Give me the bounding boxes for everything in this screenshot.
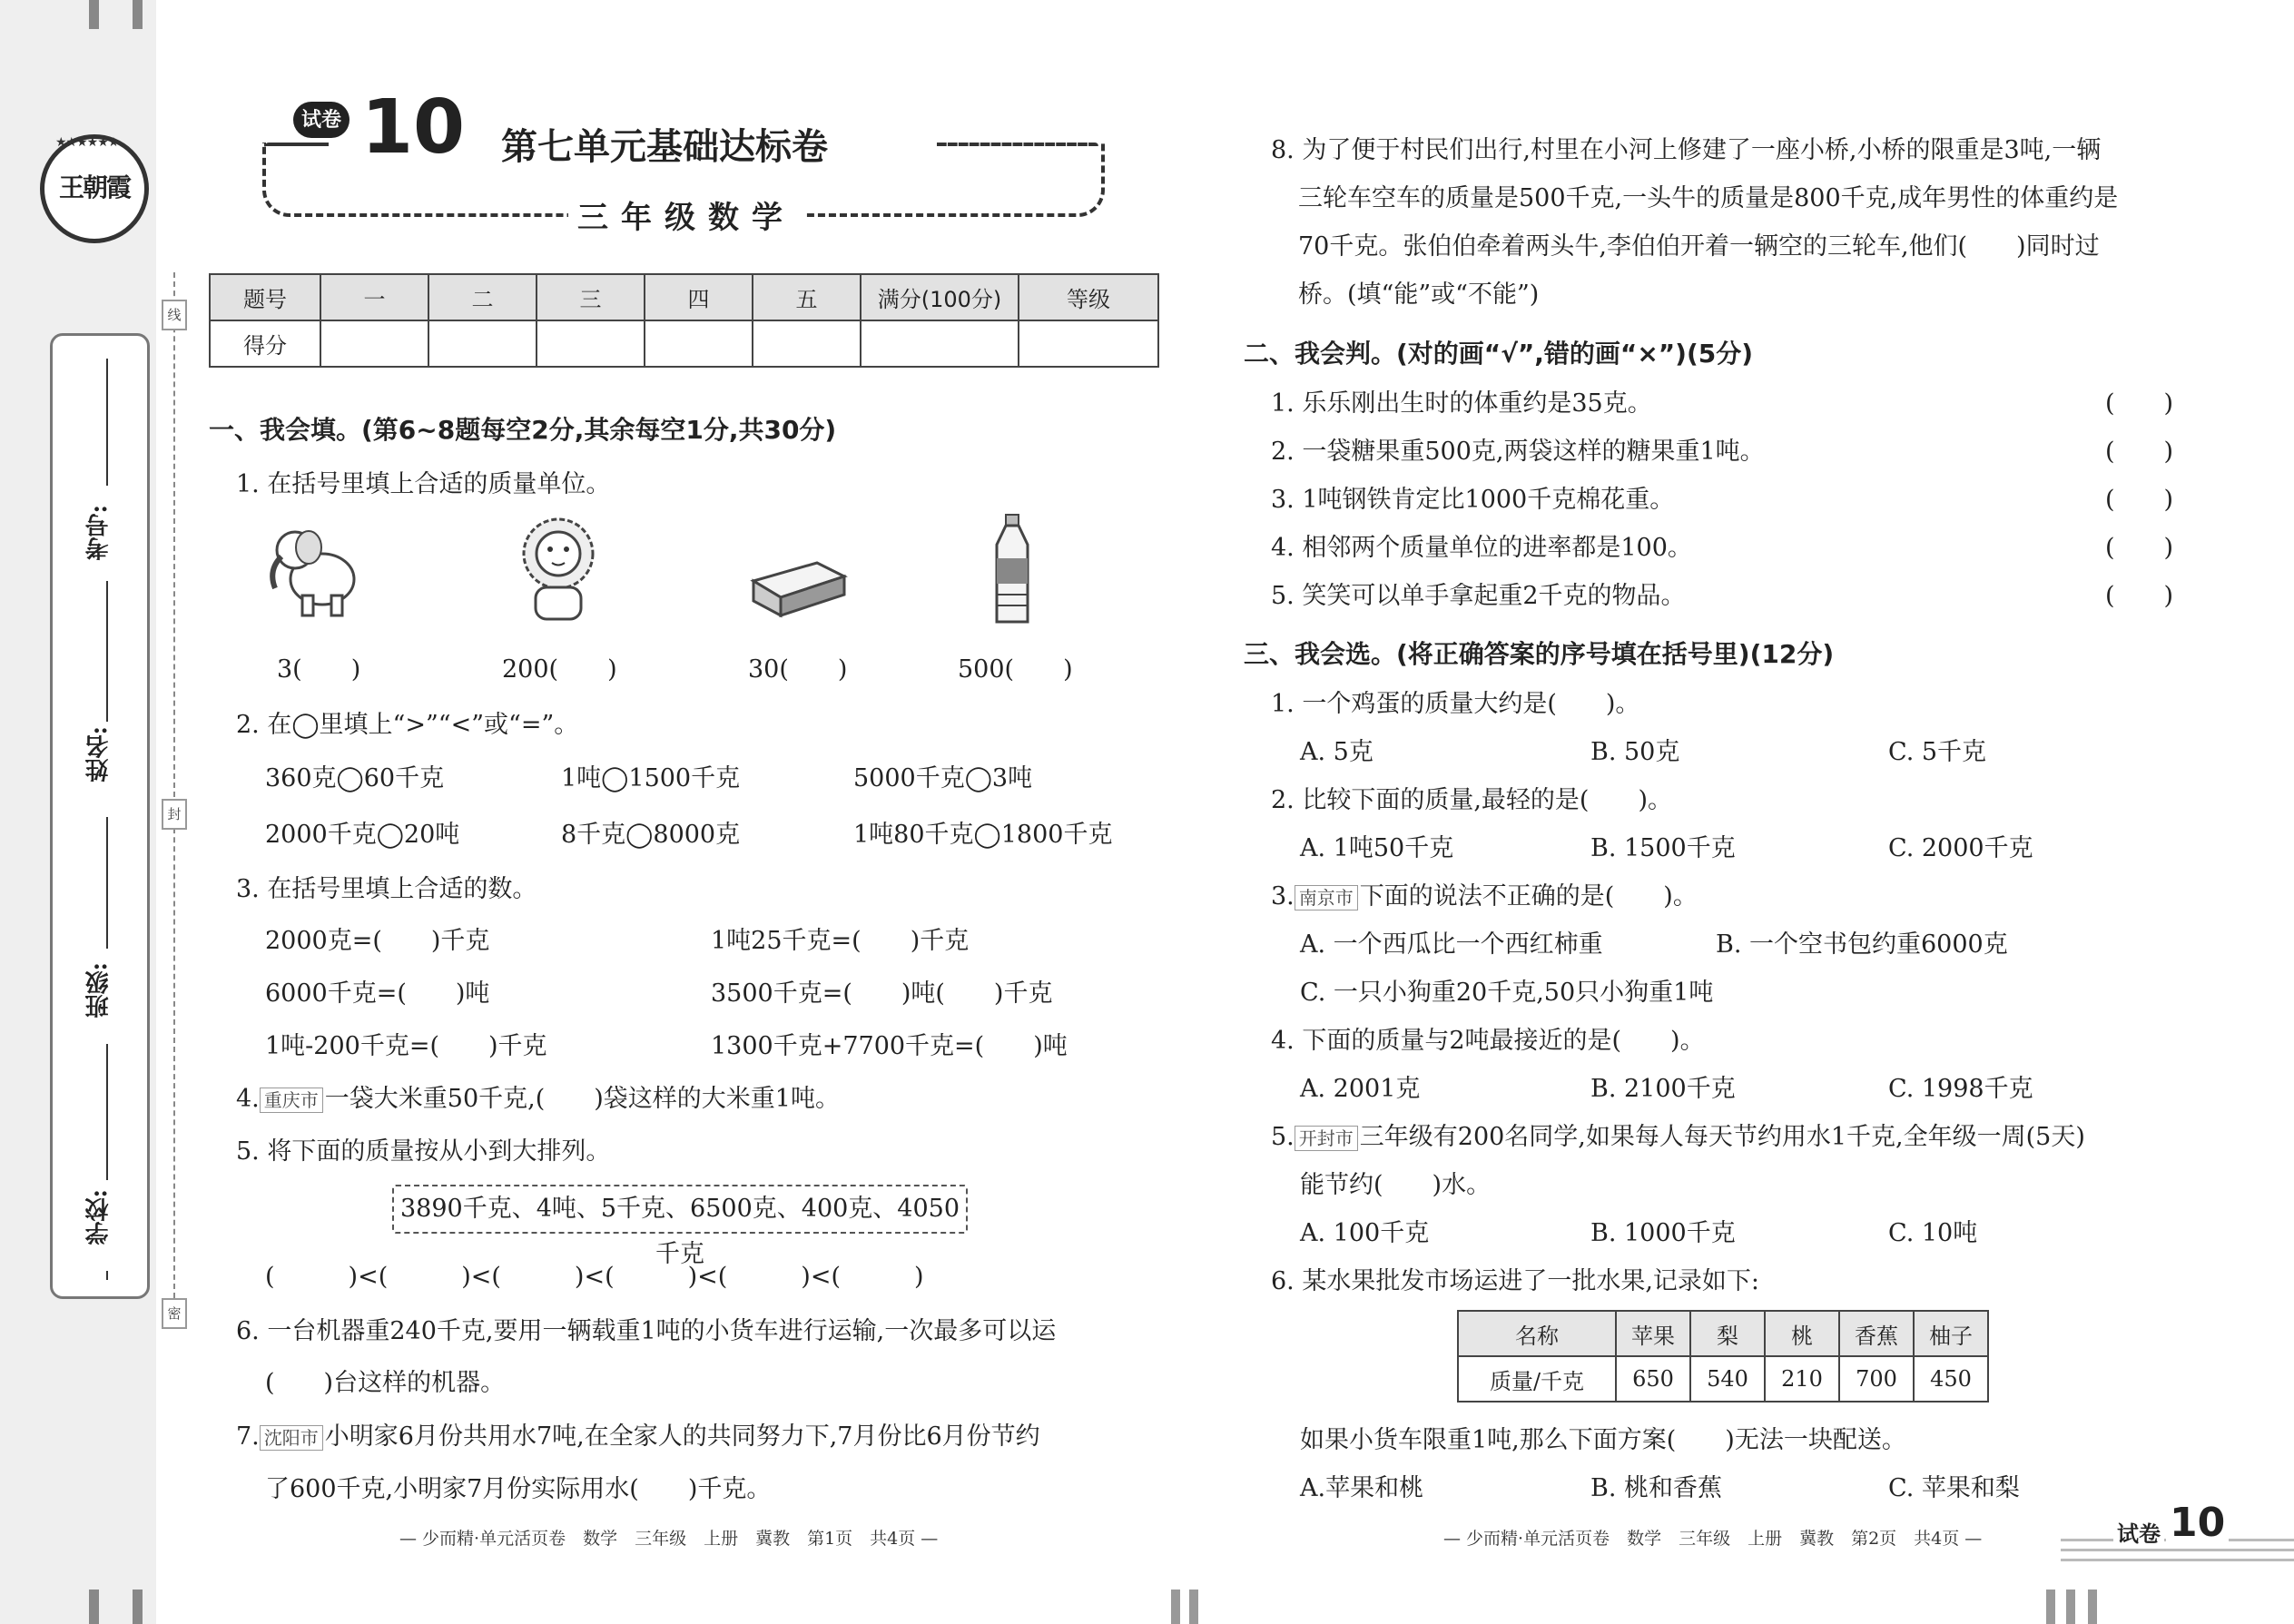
score-cell[interactable] bbox=[537, 320, 645, 367]
school-field[interactable] bbox=[106, 1271, 108, 1280]
q2-item[interactable]: 1吨◯1500千克 bbox=[561, 764, 741, 792]
score-header: 等级 bbox=[1019, 274, 1158, 320]
score-header: 五 bbox=[753, 274, 861, 320]
score-table bbox=[209, 273, 1159, 368]
question-8-line: 三轮车空车的质量是500千克,一头牛的质量是800千克,成年男性的体重约是 bbox=[1298, 184, 2119, 212]
binding-mark bbox=[89, 1590, 99, 1624]
score-cell[interactable] bbox=[861, 320, 1019, 367]
choice-option[interactable]: A. 5克 bbox=[1300, 738, 1373, 766]
score-header: 满分(100分) bbox=[861, 274, 1019, 320]
binding-mark bbox=[2088, 1590, 2097, 1624]
fruit-header: 香蕉 bbox=[1839, 1311, 1914, 1356]
score-header: 四 bbox=[645, 274, 753, 320]
q2-item[interactable]: 360克◯60千克 bbox=[265, 764, 445, 792]
question-text: 下面的说法不正确的是( )。 bbox=[1359, 882, 1698, 910]
score-header: 一 bbox=[320, 274, 428, 320]
q7-answer[interactable]: 了600千克,小明家7月份实际用水( )千克。 bbox=[265, 1475, 772, 1503]
fruit-value: 540 bbox=[1690, 1356, 1765, 1402]
score-header: 题号 bbox=[210, 274, 320, 320]
choice-option[interactable]: B. 1000千克 bbox=[1590, 1219, 1736, 1247]
publisher-logo bbox=[40, 134, 149, 243]
question-3: 3. 在括号里填上合适的数。 bbox=[236, 875, 537, 903]
q2-item[interactable]: 2000千克◯20吨 bbox=[265, 821, 460, 849]
judge-bracket[interactable]: ( ) bbox=[2105, 534, 2174, 562]
student-info-panel bbox=[50, 333, 150, 1299]
judge-item: 4. 相邻两个质量单位的进率都是100。 bbox=[1271, 534, 1692, 562]
paper-badge: 试卷 bbox=[293, 102, 350, 138]
choice-option[interactable]: A. 2001克 bbox=[1300, 1075, 1421, 1103]
binding-mark bbox=[1171, 1590, 1180, 1624]
number-label: 考号: bbox=[85, 505, 113, 561]
star-icon: ★★★★★★ bbox=[55, 135, 119, 150]
cut-label-line: 线 bbox=[162, 300, 187, 330]
binding-mark bbox=[133, 0, 143, 29]
binding-mark bbox=[2046, 1590, 2055, 1624]
choice-option[interactable]: C. 5千克 bbox=[1888, 738, 1987, 766]
binding-mark bbox=[1189, 1590, 1198, 1624]
lion-icon bbox=[508, 513, 608, 626]
choice-option[interactable]: C. 一只小狗重20千克,50只小狗重1吨 bbox=[1300, 979, 1714, 1007]
question-7 bbox=[236, 1416, 1040, 1452]
class-field[interactable] bbox=[106, 1044, 108, 1180]
fruit-row-label: 质量/千克 bbox=[1458, 1356, 1616, 1402]
decorative-wave bbox=[2061, 1559, 2294, 1561]
q2-item[interactable]: 5000千克◯3吨 bbox=[853, 764, 1033, 792]
page-title: 第七单元基础达标卷 bbox=[501, 126, 828, 168]
score-header: 三 bbox=[537, 274, 645, 320]
choice-question: 4. 下面的质量与2吨最接近的是( )。 bbox=[1271, 1027, 1705, 1055]
mass-list-box: 3890千克、4吨、5千克、6500克、400克、4050千克 bbox=[392, 1185, 968, 1234]
question-2: 2. 在◯里填上“>”“<”或“=”。 bbox=[236, 711, 579, 739]
fruit-header: 柚子 bbox=[1914, 1311, 1988, 1356]
question-number: 4. bbox=[236, 1085, 260, 1113]
choice-question: 1. 一个鸡蛋的质量大约是( )。 bbox=[1271, 690, 1640, 718]
judge-item: 1. 乐乐刚出生时的体重约是35克。 bbox=[1271, 389, 1652, 418]
q3-item[interactable]: 3500千克=( )吨( )千克 bbox=[711, 979, 1053, 1008]
score-cell[interactable] bbox=[645, 320, 753, 367]
judge-bracket[interactable]: ( ) bbox=[2105, 389, 2174, 418]
q2-item[interactable]: 8千克◯8000克 bbox=[561, 821, 741, 849]
judge-bracket[interactable]: ( ) bbox=[2105, 582, 2174, 610]
judge-bracket[interactable]: ( ) bbox=[2105, 486, 2174, 514]
paper-number: 10 bbox=[2166, 1500, 2229, 1546]
judge-item: 3. 1吨钢铁肯定比1000千克棉花重。 bbox=[1271, 486, 1675, 514]
number-field[interactable] bbox=[106, 359, 108, 486]
fruit-value: 210 bbox=[1765, 1356, 1839, 1402]
choice-option[interactable]: B. 1500千克 bbox=[1590, 834, 1736, 862]
choice-question bbox=[1271, 876, 1698, 911]
page-footer-right: — 少而精·单元活页卷 数学 三年级 上册 冀教 第2页 共4页 — bbox=[1443, 1529, 1983, 1549]
q6-answer[interactable]: ( )台这样的机器。 bbox=[265, 1369, 506, 1397]
fruit-value: 450 bbox=[1914, 1356, 1988, 1402]
choice-option[interactable]: A. 1吨50千克 bbox=[1300, 834, 1454, 862]
cut-label-seal: 封 bbox=[162, 799, 187, 830]
question-5: 5. 将下面的质量按从小到大排列。 bbox=[236, 1137, 611, 1166]
choice-option[interactable]: B. 桃和香蕉 bbox=[1590, 1474, 1723, 1502]
section-1-title: 一、我会填。(第6~8题每空2分,其余每空1分,共30分) bbox=[209, 415, 837, 445]
q1-answer-lion[interactable]: 200( ) bbox=[502, 655, 617, 684]
q1-answer-elephant[interactable]: 3( ) bbox=[277, 655, 361, 684]
choice-option[interactable]: C. 2000千克 bbox=[1888, 834, 2033, 862]
region-tag: 开封市 bbox=[1295, 1126, 1358, 1151]
choice-option[interactable]: B. 50克 bbox=[1590, 738, 1680, 766]
q3-item[interactable]: 1吨-200千克=( )千克 bbox=[265, 1032, 547, 1060]
number-field-line bbox=[106, 581, 108, 722]
choice-question-line: 能节约( )水。 bbox=[1300, 1171, 1492, 1199]
page-footer-left: — 少而精·单元活页卷 数学 三年级 上册 冀教 第1页 共4页 — bbox=[399, 1529, 939, 1549]
cut-label-secret: 密 bbox=[162, 1298, 187, 1329]
binding-mark bbox=[89, 0, 99, 29]
q1-answer-eraser[interactable]: 30( ) bbox=[748, 655, 848, 684]
question-8-line: 桥。(填“能”或“不能”) bbox=[1298, 281, 1540, 309]
section-2-title: 二、我会判。(对的画“√”,错的画“×”)(5分) bbox=[1244, 339, 1754, 369]
q3-item[interactable]: 1300千克+7700千克=( )吨 bbox=[711, 1032, 1068, 1060]
choice-question bbox=[1271, 1117, 2085, 1152]
choice-option[interactable]: A.苹果和桃 bbox=[1300, 1474, 1424, 1502]
subtitle: 三年级数学 bbox=[568, 192, 804, 237]
logo-text: 王朝霞 bbox=[58, 172, 130, 202]
choice-option[interactable]: B. 2100千克 bbox=[1590, 1075, 1736, 1103]
school-label: 学校: bbox=[85, 1189, 113, 1245]
paper-number: 10 bbox=[361, 84, 466, 171]
fruit-value: 700 bbox=[1839, 1356, 1914, 1402]
elephant-icon bbox=[259, 516, 368, 625]
score-cell[interactable] bbox=[320, 320, 428, 367]
score-row-label: 得分 bbox=[210, 320, 320, 367]
fruit-header: 桃 bbox=[1765, 1311, 1839, 1356]
choice-option[interactable]: A. 100千克 bbox=[1300, 1219, 1430, 1247]
question-number: 3. bbox=[1271, 882, 1295, 910]
fruit-table bbox=[1457, 1310, 1989, 1403]
binding-mark bbox=[2066, 1590, 2075, 1624]
choice-option[interactable]: C. 1998千克 bbox=[1888, 1075, 2033, 1103]
judge-item: 5. 笑笑可以单手拿起重2千克的物品。 bbox=[1271, 582, 1686, 610]
question-text: 三年级有200名同学,如果每人每天节约用水1千克,全年级一周(5天) bbox=[1359, 1123, 2085, 1151]
question-4[interactable] bbox=[236, 1078, 840, 1114]
fruit-header: 苹果 bbox=[1616, 1311, 1690, 1356]
choice-option[interactable]: B. 一个空书包约重6000克 bbox=[1716, 930, 2008, 959]
choice-question-line: 如果小货车限重1吨,那么下面方案( )无法一块配送。 bbox=[1300, 1426, 1906, 1454]
cut-line bbox=[173, 272, 175, 1298]
choice-question: 2. 比较下面的质量,最轻的是( )。 bbox=[1271, 786, 1672, 814]
question-text: 一袋大米重50千克,( )袋这样的大米重1吨。 bbox=[324, 1085, 840, 1113]
question-8-line[interactable]: 70千克。张伯伯牵着两头牛,李伯伯开着一辆空的三轮车,他们( )同时过 bbox=[1298, 232, 2100, 261]
score-cell[interactable] bbox=[1019, 320, 1158, 367]
question-8: 8. 为了便于村民们出行,村里在小河上修建了一座小桥,小桥的限重是3吨,一辆 bbox=[1271, 136, 2102, 164]
binding-mark bbox=[133, 1590, 143, 1624]
paper-badge: 试卷 bbox=[2113, 1516, 2164, 1548]
question-1: 1. 在括号里填上合适的质量单位。 bbox=[236, 470, 611, 498]
judge-item: 2. 一袋糖果重500克,两袋这样的糖果重1吨。 bbox=[1271, 438, 1765, 466]
region-tag: 沈阳市 bbox=[260, 1425, 323, 1451]
region-tag: 南京市 bbox=[1295, 885, 1358, 910]
name-field[interactable] bbox=[106, 817, 108, 949]
fruit-value: 650 bbox=[1616, 1356, 1690, 1402]
q5-answer[interactable]: ( )<( )<( )<( )<( )<( ) bbox=[265, 1263, 924, 1291]
eraser-icon bbox=[744, 554, 853, 622]
score-cell[interactable] bbox=[428, 320, 537, 367]
region-tag: 重庆市 bbox=[260, 1088, 323, 1113]
question-text: 小明家6月份共用水7吨,在全家人的共同努力下,7月份比6月份节约 bbox=[324, 1422, 1040, 1451]
q3-item[interactable]: 2000克=( )千克 bbox=[265, 927, 490, 955]
fruit-header: 名称 bbox=[1458, 1311, 1616, 1356]
decorative-wave bbox=[2061, 1549, 2294, 1551]
question-number: 7. bbox=[236, 1422, 260, 1451]
q1-answer-bottle[interactable]: 500( ) bbox=[958, 655, 1073, 684]
class-label: 班级: bbox=[85, 962, 113, 1019]
score-cell[interactable] bbox=[753, 320, 861, 367]
q3-item[interactable]: 6000千克=( )吨 bbox=[265, 979, 490, 1008]
section-3-title: 三、我会选。(将正确答案的序号填在括号里)(12分) bbox=[1244, 639, 1835, 669]
choice-option[interactable]: C. 苹果和梨 bbox=[1888, 1474, 2020, 1502]
judge-bracket[interactable]: ( ) bbox=[2105, 438, 2174, 466]
choice-question: 6. 某水果批发市场运进了一批水果,记录如下: bbox=[1271, 1267, 1760, 1295]
name-label: 姓名: bbox=[85, 726, 113, 782]
choice-option[interactable]: A. 一个西瓜比一个西红柿重 bbox=[1300, 930, 1603, 959]
q3-item[interactable]: 1吨25千克=( )千克 bbox=[711, 927, 970, 955]
question-number: 5. bbox=[1271, 1123, 1295, 1151]
fruit-header: 梨 bbox=[1690, 1311, 1765, 1356]
q2-item[interactable]: 1吨80千克◯1800千克 bbox=[853, 821, 1113, 849]
score-header: 二 bbox=[428, 274, 537, 320]
water-bottle-icon bbox=[989, 513, 1035, 626]
choice-option[interactable]: C. 10吨 bbox=[1888, 1219, 1978, 1247]
question-6: 6. 一台机器重240千克,要用一辆载重1吨的小货车进行运输,一次最多可以运 bbox=[236, 1317, 1057, 1345]
